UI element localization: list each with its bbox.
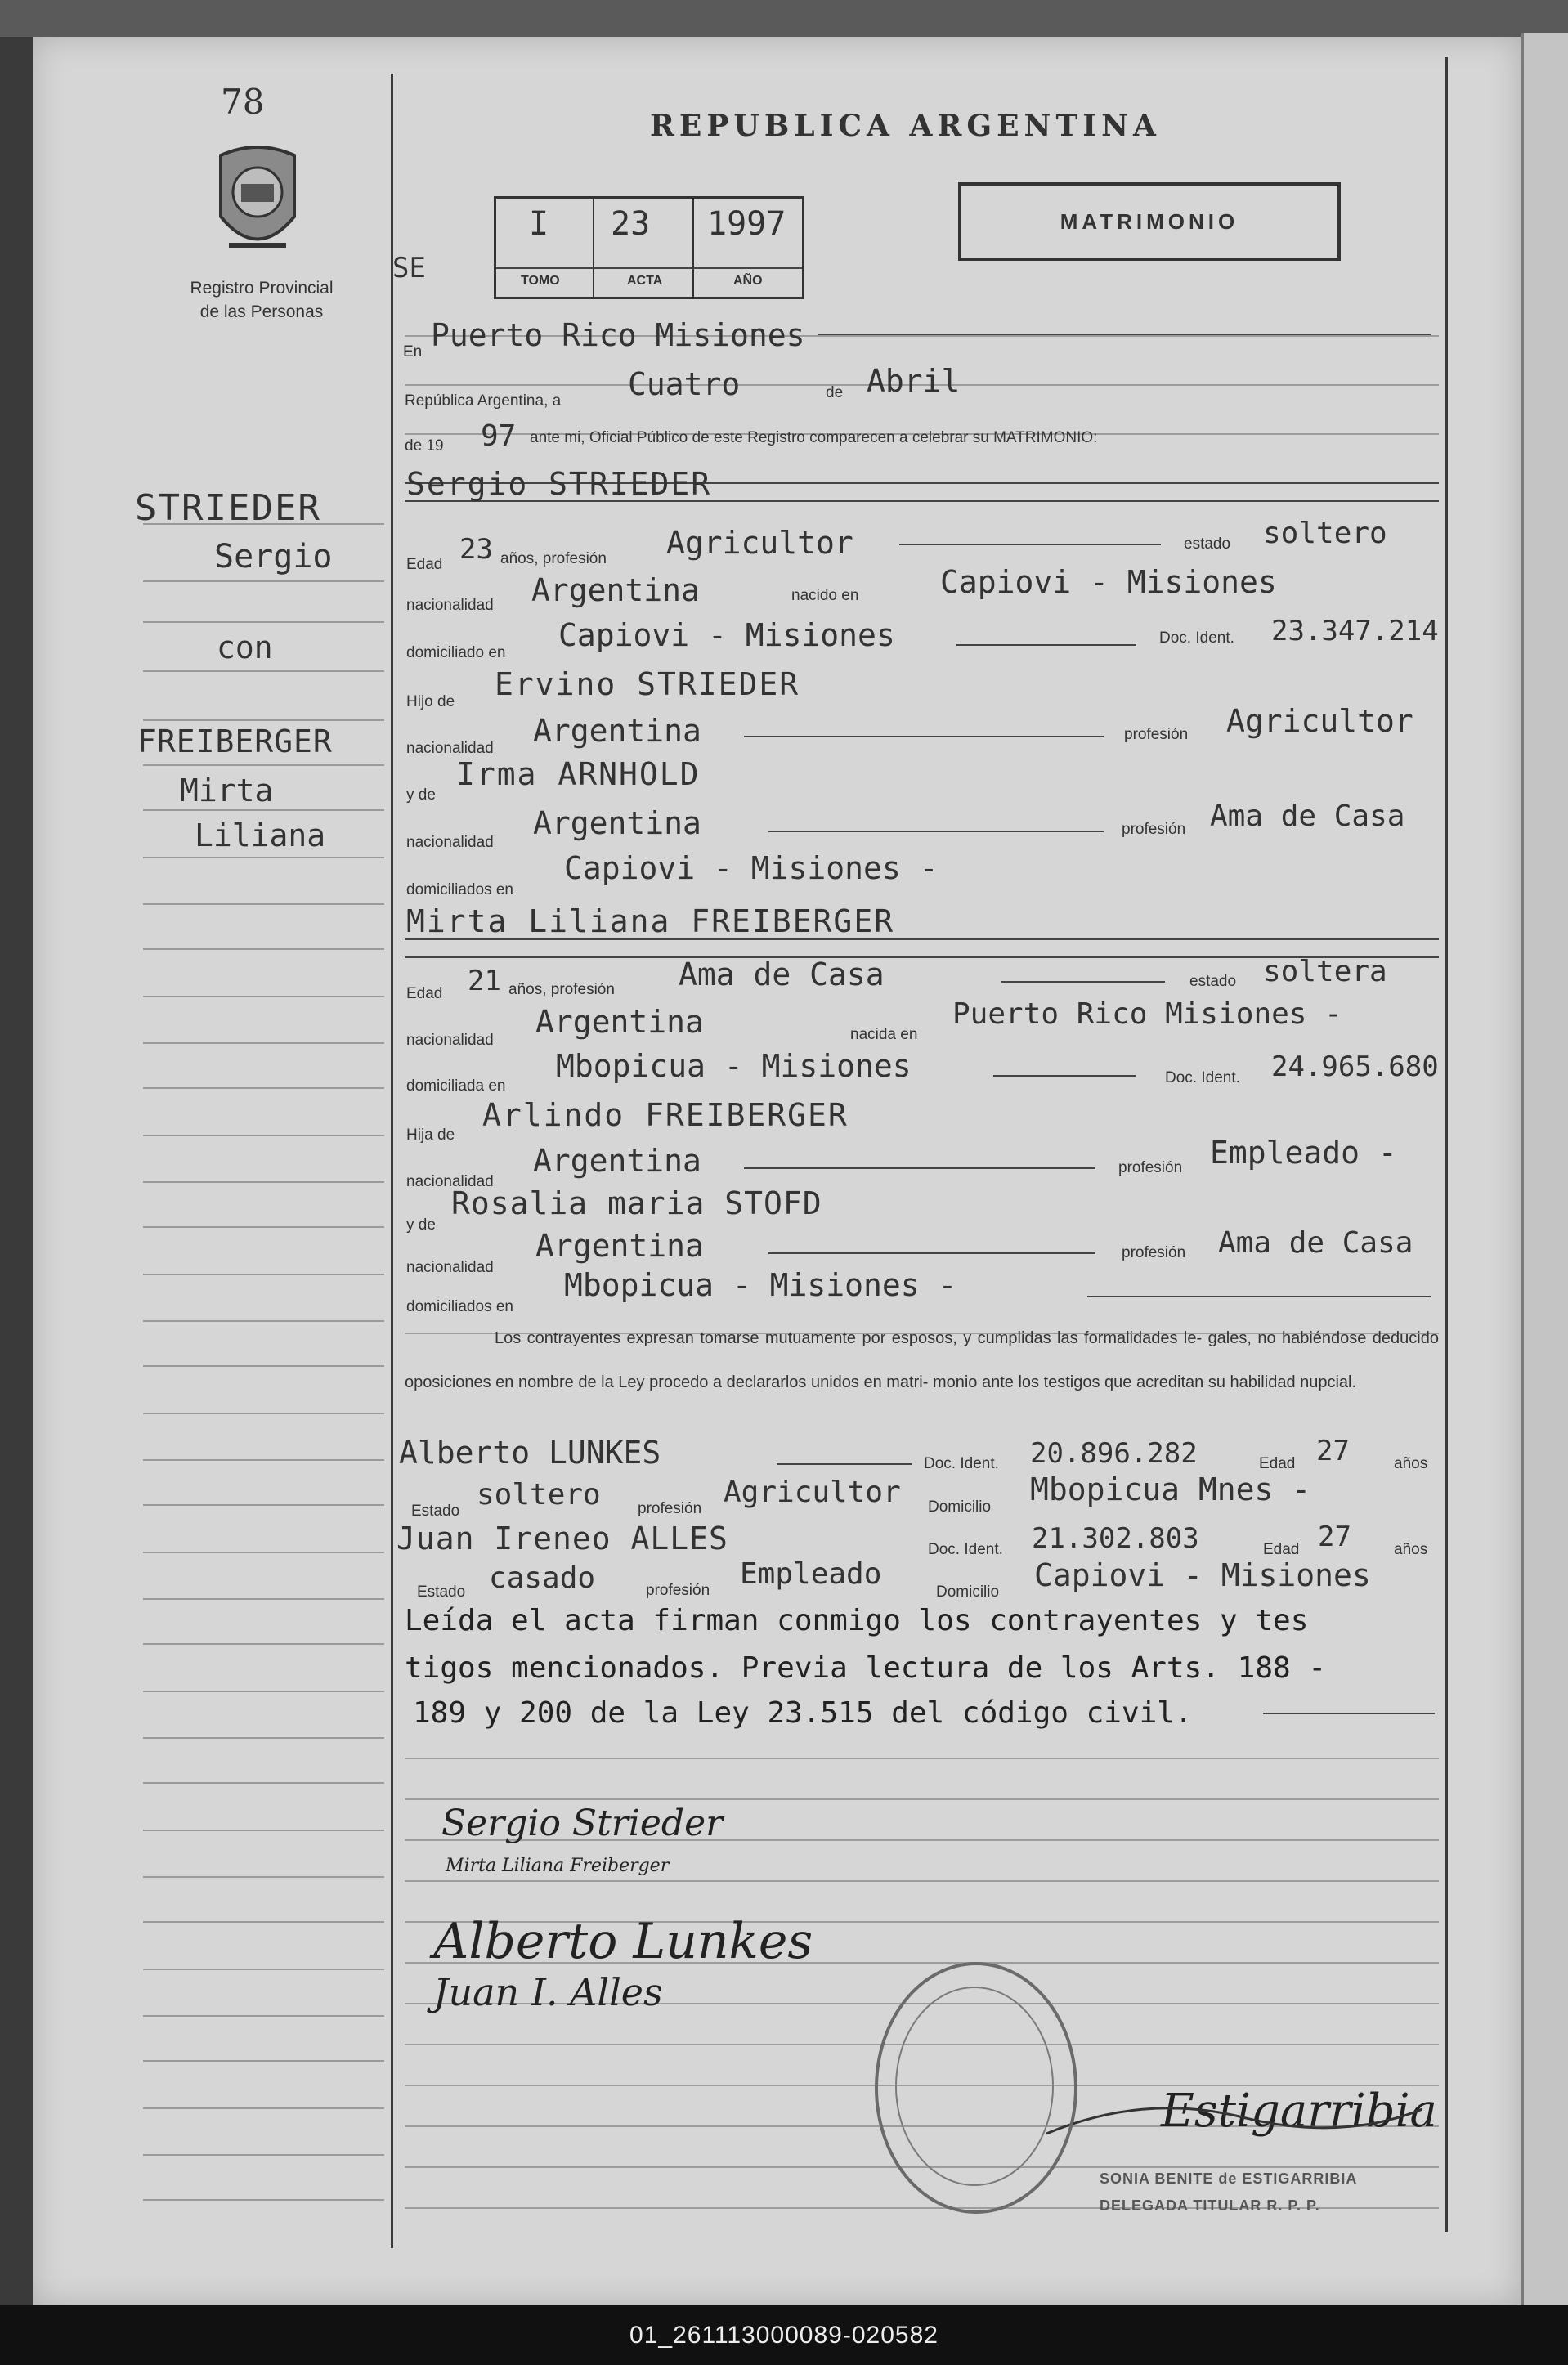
witness2-domicile: Capiovi - Misiones xyxy=(1034,1557,1371,1593)
fill-line xyxy=(1001,981,1165,983)
signature-groom: Sergio Strieder xyxy=(441,1803,724,1844)
groom-mother-nac-label: nacionalidad xyxy=(406,834,494,851)
margin-rule xyxy=(143,1413,384,1414)
margin-rule xyxy=(143,1552,384,1553)
margin-rule xyxy=(143,948,384,950)
groom-doc: 23.347.214 xyxy=(1271,615,1439,647)
margin-rule xyxy=(143,809,384,811)
box-divider xyxy=(496,267,802,269)
tomo-label: TOMO xyxy=(521,274,560,288)
bride-father: Arlindo FREIBERGER xyxy=(482,1097,849,1133)
margin-rule xyxy=(143,764,384,766)
declaration-text xyxy=(405,1316,1439,1404)
margin-divider xyxy=(391,74,393,2248)
margin-rule xyxy=(143,857,384,858)
margin-rule xyxy=(143,2154,384,2156)
fill-line xyxy=(993,1075,1136,1077)
fill-line xyxy=(1087,1296,1431,1297)
groom-born-in: Capiovi - Misiones xyxy=(940,564,1277,600)
margin-rule xyxy=(143,1643,384,1645)
day-value: Cuatro xyxy=(628,366,741,402)
bride-doc: 24.965.680 xyxy=(1271,1050,1439,1083)
fill-line xyxy=(768,1252,1095,1254)
bride-nacida-label: nacida en xyxy=(850,1026,918,1043)
groom-domicile: Capiovi - Misiones xyxy=(558,617,895,653)
groom-age: 23 xyxy=(459,533,493,566)
bride-mother: Rosalia maria STOFD xyxy=(451,1185,822,1221)
image-id-footer: 01_261113000089-020582 xyxy=(0,2305,1568,2365)
groom-estado-label: estado xyxy=(1184,535,1231,553)
margin-bride-surname: FREIBERGER xyxy=(137,723,333,759)
tomo-value: I xyxy=(529,205,549,243)
registry-name xyxy=(159,276,364,324)
bride-born-in: Puerto Rico Misiones - xyxy=(952,997,1342,1031)
bride-mother-nationality: Argentina xyxy=(535,1228,704,1264)
republic-label: República Argentina, a xyxy=(405,392,562,410)
bride-doc-label: Doc. Ident. xyxy=(1165,1069,1240,1086)
bride-hija-label: Hija de xyxy=(406,1127,455,1144)
margin-rule xyxy=(143,580,384,582)
top-strip xyxy=(0,0,1568,37)
margin-bride-name-2: Liliana xyxy=(195,817,326,853)
groom-mother-prof-label: profesión xyxy=(1122,821,1186,838)
bride-father-profession: Empleado - xyxy=(1210,1135,1397,1171)
page-number: 78 xyxy=(221,82,265,122)
witness2-name: Juan Ireneo ALLES xyxy=(396,1521,728,1557)
groom-father-nationality: Argentina xyxy=(533,713,701,749)
groom-father: Ervino STRIEDER xyxy=(495,666,800,702)
bride-mother-profession: Ama de Casa xyxy=(1218,1226,1413,1260)
groom-dom-label: domiciliado en xyxy=(406,644,506,661)
bride-father-nationality: Argentina xyxy=(533,1143,701,1179)
groom-mother: Irma ARNHOLD xyxy=(456,756,701,792)
witness1-prof-label: profesión xyxy=(638,1500,702,1517)
official-stamp-inner-icon xyxy=(895,1987,1054,2186)
witness2-estado-label: Estado xyxy=(417,1583,466,1601)
groom-mother-profession: Ama de Casa xyxy=(1210,800,1405,833)
registry-line-2: de las Personas xyxy=(199,302,324,321)
ano-label: AÑO xyxy=(733,274,763,288)
year-value: 97 xyxy=(481,419,517,453)
margin-rule xyxy=(143,2015,384,2017)
bride-name: Mirta Liliana FREIBERGER xyxy=(406,903,895,939)
witness2-age: 27 xyxy=(1318,1521,1351,1553)
officer-text: ante mi, Oficial Público de este Registro comparecen a celebrar su MATRIMONIO: xyxy=(530,429,1098,446)
margin-rule xyxy=(143,1969,384,1970)
margin-rule xyxy=(143,1921,384,1923)
witness2-estado: casado xyxy=(489,1561,596,1595)
declaration-line-1: Los contrayentes expresan tomarse mutuamente por esposos, y cumplidas las formalidades le- xyxy=(495,1329,1203,1347)
closing-line-3: 189 y 200 de la Ley 23.515 del código civil. xyxy=(413,1696,1193,1730)
fill-line xyxy=(768,831,1104,832)
form-rule xyxy=(405,1880,1439,1882)
witness2-anos-label: años xyxy=(1394,1541,1428,1558)
stamp-line-1: SONIA BENITE de ESTIGARRIBIA xyxy=(1100,2170,1358,2187)
witness1-estado: soltero xyxy=(477,1478,601,1512)
place-value: Puerto Rico Misiones xyxy=(431,317,805,353)
de-label: de xyxy=(826,384,844,401)
form-rule xyxy=(405,1758,1439,1759)
ano-value: 1997 xyxy=(707,205,786,243)
bride-anos-label: años, profesión xyxy=(508,981,615,998)
groom-yde-label: y de xyxy=(406,786,436,804)
witness2-dom-label: Domicilio xyxy=(936,1583,1000,1601)
bride-nationality: Argentina xyxy=(535,1004,704,1040)
margin-rule xyxy=(143,670,384,672)
stamp-line-2: DELEGADA TITULAR R. P. P. xyxy=(1100,2197,1320,2214)
margin-rule xyxy=(143,1504,384,1506)
groom-hijo-label: Hijo de xyxy=(406,693,455,710)
witness1-domicile: Mbopicua Mnes - xyxy=(1030,1471,1311,1507)
bride-domicile: Mbopicua - Misiones xyxy=(556,1048,912,1084)
groom-father-nac-label: nacionalidad xyxy=(406,740,494,757)
bride-age: 21 xyxy=(468,965,501,997)
witness1-doc: 20.896.282 xyxy=(1030,1437,1198,1470)
fill-line xyxy=(744,736,1104,737)
groom-nationality: Argentina xyxy=(531,572,700,608)
margin-rule xyxy=(143,1087,384,1089)
witness1-dom-label: Domicilio xyxy=(928,1498,992,1516)
margin-rule xyxy=(143,1226,384,1228)
margin-rule xyxy=(143,1181,384,1183)
fill-line xyxy=(1263,1713,1435,1714)
registry-line-1: Registro Provincial xyxy=(190,279,334,298)
closing-line-2: tigos mencionados. Previa lectura de los Arts. 188 - xyxy=(405,1651,1327,1685)
groom-edad-label: Edad xyxy=(406,556,443,573)
groom-estado: soltero xyxy=(1263,517,1387,550)
bride-parents-domicile: Mbopicua - Misiones - xyxy=(564,1267,957,1303)
bride-dom-label: domiciliada en xyxy=(406,1077,506,1095)
margin-rule xyxy=(143,2107,384,2109)
margin-rule xyxy=(143,2060,384,2062)
right-border xyxy=(1445,57,1448,2232)
margin-rule xyxy=(143,1782,384,1784)
groom-mother-nationality: Argentina xyxy=(533,805,701,841)
year-prefix: de 19 xyxy=(405,437,444,455)
margin-rule xyxy=(143,621,384,623)
fill-line xyxy=(956,644,1136,646)
witness1-age: 27 xyxy=(1316,1435,1350,1467)
place-prefix: En xyxy=(403,343,423,361)
groom-father-prof-label: profesión xyxy=(1124,726,1189,743)
declaration-line-2: gales, no habiéndose deducido oposiciones en nombre de la Ley procedo a declararlos unidos en matri- xyxy=(405,1329,1439,1391)
bride-parents-dom-label: domiciliados en xyxy=(406,1298,513,1315)
margin-rule xyxy=(143,1598,384,1600)
adjacent-page-edge xyxy=(1521,33,1568,2305)
margin-rule xyxy=(143,1691,384,1692)
groom-anos-label: años, profesión xyxy=(500,550,607,567)
signature-bride: Mirta Liliana Freiberger xyxy=(446,1856,670,1876)
signature-witness-1: Alberto Lunkes xyxy=(433,1913,813,1970)
groom-nac-label: nacionalidad xyxy=(406,597,494,614)
record-type-box: MATRIMONIO xyxy=(958,182,1341,261)
signature-witness-2: Juan I. Alles xyxy=(433,1970,663,2014)
bride-mother-prof-label: profesión xyxy=(1122,1244,1186,1261)
groom-father-profession: Agricultor xyxy=(1226,703,1413,739)
witness1-profession: Agricultor xyxy=(724,1476,901,1509)
witness1-doc-label: Doc. Ident. xyxy=(924,1455,999,1472)
form-rule xyxy=(405,1798,1439,1800)
bride-nac-label: nacionalidad xyxy=(406,1032,494,1049)
margin-rule xyxy=(143,1876,384,1878)
witness2-edad-label: Edad xyxy=(1263,1541,1300,1558)
margin-rule xyxy=(143,1135,384,1136)
witness2-doc: 21.302.803 xyxy=(1032,1522,1199,1555)
closing-line-1: Leída el acta firman conmigo los contrayentes y tes xyxy=(405,1604,1309,1637)
fill-line xyxy=(899,544,1161,545)
month-value: Abril xyxy=(867,363,961,399)
margin-rule xyxy=(143,1042,384,1044)
groom-parents-dom-label: domiciliados en xyxy=(406,881,513,898)
bride-edad-label: Edad xyxy=(406,985,443,1002)
witness1-estado-label: Estado xyxy=(411,1503,460,1520)
bride-father-nac-label: nacionalidad xyxy=(406,1173,494,1190)
margin-rule xyxy=(143,1737,384,1739)
margin-rule xyxy=(143,1274,384,1275)
margin-rule xyxy=(143,996,384,997)
groom-nacido-label: nacido en xyxy=(791,587,859,604)
witness1-edad-label: Edad xyxy=(1259,1455,1296,1472)
margin-rule xyxy=(143,2199,384,2201)
margin-rule xyxy=(143,903,384,905)
acta-value: 23 xyxy=(611,205,651,243)
record-reference-box xyxy=(494,196,804,299)
witness1-anos-label: años xyxy=(1394,1455,1428,1472)
code-mark: SE xyxy=(392,252,426,284)
signature-officer: Estigarribia xyxy=(1161,2085,1437,2138)
margin-groom-surname: STRIEDER xyxy=(135,487,321,529)
witness1-name: Alberto LUNKES xyxy=(399,1435,661,1471)
bride-profession: Ama de Casa xyxy=(679,956,885,992)
bride-estado-label: estado xyxy=(1189,973,1237,990)
margin-connector: con xyxy=(217,629,273,665)
province-seal-icon xyxy=(204,139,311,262)
bride-father-prof-label: profesión xyxy=(1118,1159,1183,1176)
groom-doc-label: Doc. Ident. xyxy=(1159,629,1234,647)
margin-bride-name-1: Mirta xyxy=(180,773,274,808)
groom-parents-domicile: Capiovi - Misiones - xyxy=(564,850,939,886)
margin-rule xyxy=(143,1365,384,1367)
fill-line xyxy=(744,1167,1095,1169)
witness2-profession: Empleado xyxy=(740,1557,882,1591)
margin-rule xyxy=(143,1459,384,1461)
margin-groom-name: Sergio xyxy=(214,538,333,576)
groom-name: Sergio STRIEDER xyxy=(406,466,712,502)
bride-mother-nac-label: nacionalidad xyxy=(406,1259,494,1276)
groom-profession: Agricultor xyxy=(666,525,853,561)
bride-estado: soltera xyxy=(1263,955,1387,988)
witness2-doc-label: Doc. Ident. xyxy=(928,1541,1003,1558)
margin-rule xyxy=(143,1320,384,1322)
page-heading: REPUBLICA ARGENTINA xyxy=(650,109,1161,143)
signature-stroke-icon xyxy=(1046,2093,1422,2142)
bride-yde-label: y de xyxy=(406,1216,436,1234)
acta-label: ACTA xyxy=(627,274,663,288)
fill-line xyxy=(777,1463,912,1465)
witness2-prof-label: profesión xyxy=(646,1582,710,1599)
margin-rule xyxy=(143,1830,384,1831)
declaration-line-3: monio ante los testigos que acreditan su habilidad nupcial. xyxy=(932,1373,1357,1391)
margin-rule xyxy=(143,719,384,721)
fill-line xyxy=(818,334,1431,335)
